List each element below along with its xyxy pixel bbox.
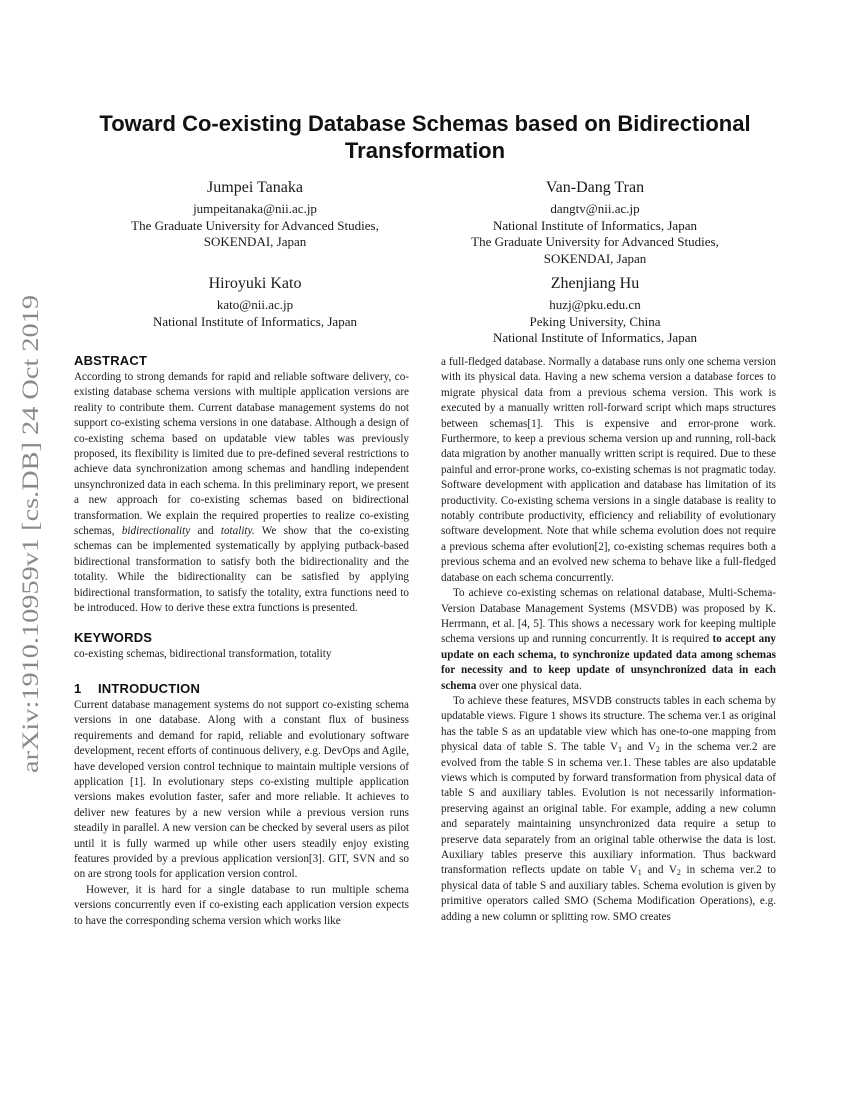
introduction-paragraph-4 <box>441 694 776 925</box>
abstract-heading: ABSTRACT <box>74 353 148 368</box>
arxiv-identifier-text: arXiv:1910.10959v1 [cs.DB] 24 Oct 2019 <box>18 376 44 773</box>
author-name: Jumpei Tanaka <box>207 179 303 196</box>
subscript: 2 <box>676 868 681 878</box>
abstract-emphasis: bidirectionality <box>121 525 191 538</box>
paragraph-text: and V <box>647 864 677 877</box>
paragraph-text: To achieve these features, MSVDB constructs tables in each schema by updatable views. Figure 1 shows its structure. The schema ver.1 as original has the table S as an updatable view which has one-to-one mapping from physical data of table S. The table V <box>441 694 776 754</box>
subscript: 1 <box>618 745 622 755</box>
author-block-tanaka <box>85 177 425 251</box>
author-affiliation: National Institute of Informatics, Japan <box>153 313 357 329</box>
author-block-tran <box>425 177 765 267</box>
paragraph-text: in the schema ver.2 are evolved from the table S in schema ver.1. These tables are also updatable views which is computed by forward transformation from physical data of table S and auxiliary tables. Evolution is not necessarily information-preserving against an original table. For example, adding a new column and separately maintaining unsynchronized data require a setup to preserve data separately from an original table otherwise the data is lost. Auxiliary tables preserve this auxiliary information. Thus backward transformation reflects update on table V <box>441 741 777 877</box>
paper-title <box>80 110 770 164</box>
author-affiliation: SOKENDAI, Japan <box>543 250 647 266</box>
author-affiliation: National Institute of Informatics, Japan <box>493 330 697 345</box>
author-affiliation: The Graduate University for Advanced Studies, <box>131 217 379 233</box>
author-block-kato <box>85 273 425 330</box>
author-email: kato@nii.ac.jp <box>216 297 294 312</box>
author-name: Hiroyuki Kato <box>208 275 302 292</box>
author-email: jumpeitanaka@nii.ac.jp <box>193 201 317 216</box>
author-affiliation: National Institute of Informatics, Japan <box>493 217 697 233</box>
section-number: 1 <box>74 680 82 696</box>
abstract-text: We show that the co-existing schemas can be implemented systematically by applying putback-based bidirectional transformation to satisfy both the bidirectionality and the totality. While the bidirectionality can be satisfied by applying bidirectional transformation, to satisfy the totality, extra functions need to be introduced. How to derive these extra functions is presented. <box>74 525 409 615</box>
introduction-paragraph-3 <box>441 586 776 694</box>
keywords-heading: KEYWORDS <box>74 629 153 645</box>
paragraph-text: in schema ver.2 to physical data of table S and auxiliary tables. Schema evolution is given by primitive operators called SMO (Schema Modification Operations), e.g. adding a new column or splitting row. SMO creates <box>441 864 776 923</box>
paragraph-bold-text: to accept any update on each schema, to synchronize updated data among schemas for necessity and to keep update of unsynchronized data in each schema <box>441 633 776 692</box>
section-title: INTRODUCTION <box>98 680 201 696</box>
introduction-paragraph-1: Current database management systems do not support co-existing schema versions in one database. Along with a constant flux of business requirements and demand for rapid, reliable and evolutionary software development, recent efforts of continuous delivery, e.g. DevOps and Agile, have developed version control technique to maintain multiple versions of application [1]. In evolutionary steps co-existing multiple application versions makes evolution faster, safer and more reliable. It achieves to deliver new features by a new version while a previous version runs steadily in parallel. A new version can be checked by several users as pilot until it is fully warmed up while other users steadily enjoy existing features provided by a previous application version[3]. GIT, SVN and so on are strong tools for application version control. <box>74 698 409 881</box>
right-column <box>441 355 776 925</box>
author-email: dangtv@nii.ac.jp <box>550 201 640 216</box>
introduction-paragraph-2-continued: a full-fledged database. Normally a database runs only one schema version with its physical data. Having a new schema version a database forces to migrate physical data from a previous schema version. This work is executed by a manually written roll-forward script which maps structures between schemas[1]. This is expensive and error-prone work. Furthermore, to keep a previous schema version up and running, roll-back data migration by another manually written script is required. Due to these painful and error-prone works, co-existing schemas is not pragmatic today. Software development with application and database has limitation of its productivity. Co-existing schema versions in a single database is reality to notably contribute productivity, efficiency and reliability of evolutionary software development. Note that while schema evolution does not require a previous schema after evolution[2], co-existing schemas requires both a previous schema and an evolved new schema to behave like a full-fledged database on each schema concurrently. <box>441 356 776 584</box>
paragraph-text: To achieve co-existing schemas on relational database, Multi-Schema-Version Database Management Systems (MSVDB) was proposed by K. Herrmann, et al. [4, 5]. This shows a necessary work for keeping multiple schema versions up and running concurrently. It is required <box>441 587 776 646</box>
author-name: Van-Dang Tran <box>545 179 645 196</box>
author-name: Zhenjiang Hu <box>550 275 640 292</box>
keywords-text: co-existing schemas, bidirectional transformation, totality <box>74 647 332 660</box>
subscript: 2 <box>655 745 660 755</box>
introduction-heading <box>74 680 409 698</box>
paragraph-text: and V <box>626 741 656 754</box>
paper-title-line-2: Transformation <box>344 138 506 163</box>
abstract-emphasis: totality. <box>220 525 255 538</box>
abstract-body <box>74 370 409 617</box>
author-block-hu <box>425 273 765 347</box>
author-affiliation: SOKENDAI, Japan <box>203 234 307 249</box>
paper-title-line-1: Toward Co-existing Database Schemas based on Bidirectional <box>99 111 751 136</box>
left-column <box>74 352 409 929</box>
author-affiliation: Peking University, China <box>529 313 661 329</box>
abstract-text: and <box>197 525 214 538</box>
introduction-paragraph-2: However, it is hard for a single database to run multiple schema versions concurrently even if co-existing each application version expects to have the corresponding schema version which works like <box>74 883 409 927</box>
author-affiliation: The Graduate University for Advanced Studies, <box>471 234 719 249</box>
arxiv-identifier <box>2 295 54 773</box>
author-email: huzj@pku.edu.cn <box>549 297 641 312</box>
subscript: 1 <box>637 868 642 878</box>
paragraph-text: over one physical data. <box>479 679 582 692</box>
abstract-text: According to strong demands for rapid and reliable software delivery, co-existing database schema versions with multiple application versions are reality to contribute them. Current database management systems do not support co-existing schema versions in one database. Although a design of co-existing schema based on updatable view tables was previously proposed, its flexibility is limited due to pre-defined several restrictions to achieve data synchronization among schemas and handling independent unsynchronized data in each schema. In this preliminary report, we present a new approach for co-existing schemas based on bidirectional transformation. We explain the required properties to realize co-existing schemas, <box>74 371 409 538</box>
